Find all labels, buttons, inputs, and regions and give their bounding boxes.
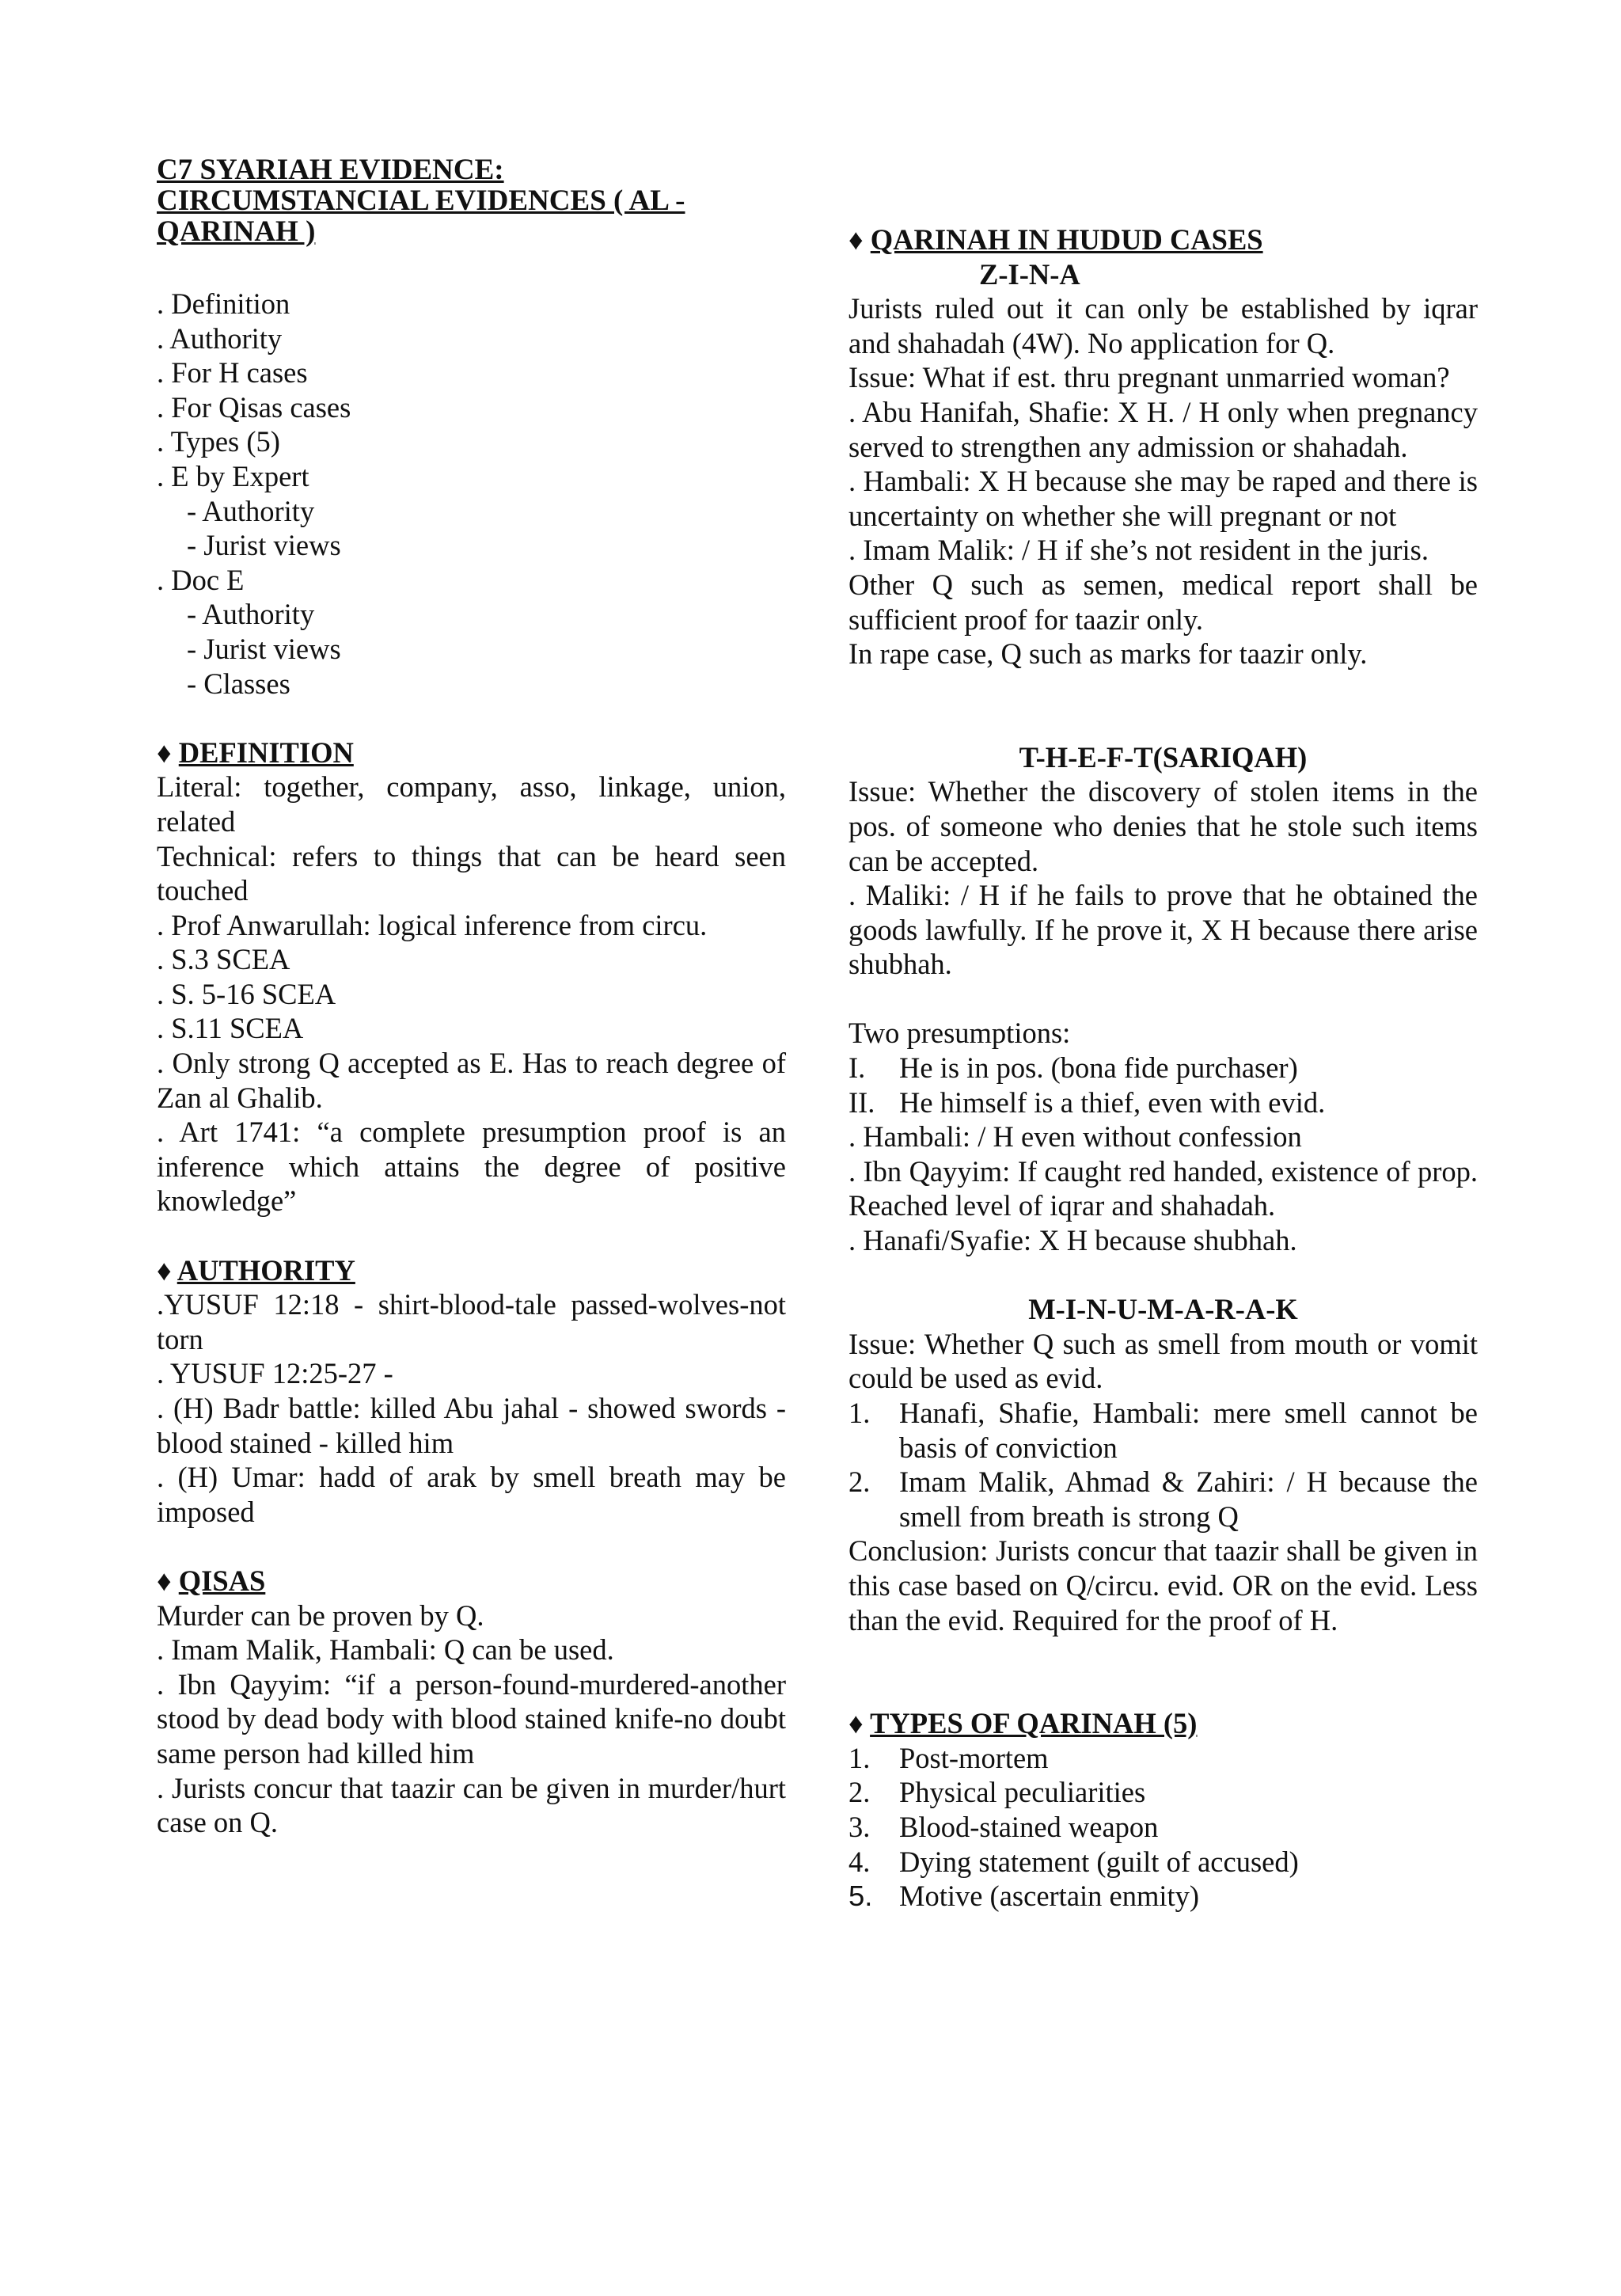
paragraph: . Art 1741: “a complete presumption proof is an inference which attains the degree of positive knowledge”: [157, 1116, 786, 1218]
paragraph: . Only strong Q accepted as E. Has to reach degree of Zan al Ghalib.: [157, 1047, 786, 1114]
outline-subitem: - Jurist views: [187, 529, 341, 562]
paragraph: .YUSUF 12:18 - shirt-blood-tale passed-wolves-not torn: [157, 1288, 786, 1355]
qisas-heading: ♦ QISAS: [157, 1564, 266, 1597]
outline-item: . Types (5): [157, 425, 280, 458]
paragraph: . YUSUF 12:25-27 -: [157, 1357, 393, 1390]
outline-item: . Doc E: [157, 563, 245, 596]
diamond-bullet-icon: ♦: [848, 223, 864, 256]
outline-item: . E by Expert: [157, 459, 309, 492]
paragraph: . Imam Malik: / H if she’s not resident in the juris.: [848, 534, 1429, 567]
paragraph: . Abu Hanifah, Shafie: X H. / H only when pregnancy served to strengthen any admission or shahadah.: [848, 395, 1478, 463]
zina-section: [848, 257, 1478, 671]
presumptions-label: Two presumptions:: [848, 1017, 1071, 1050]
paragraph: Literal: together, company, asso, linkage, union, related: [157, 770, 786, 838]
paragraph: . Ibn Qayyim: “if a person-found-murdered-another stood by dead body with blood stained knife-no doubt same person had killed him: [157, 1667, 786, 1770]
list-item: 5. Motive (ascertain enmity): [848, 1880, 1200, 1913]
outline-subitem: - Jurist views: [187, 632, 341, 665]
paragraph: . Hambali: X H because she may be raped and there is uncertainty on whether she will pregnant or not: [848, 465, 1478, 532]
diamond-bullet-icon: ♦: [848, 1707, 864, 1740]
zina-title: Z-I-N-A: [979, 257, 1080, 291]
outline-subitem: - Authority: [187, 494, 315, 527]
paragraph: . Prof Anwarullah: logical inference from circu.: [157, 908, 708, 941]
left-column: [157, 154, 786, 1840]
paragraph: Technical: refers to things that can be heard seen touched: [157, 839, 786, 907]
paragraph: . (H) Umar: hadd of arak by smell breath may be imposed: [157, 1461, 786, 1528]
paragraph: Issue: What if est. thru pregnant unmarried woman?: [848, 361, 1450, 394]
paragraph: . Hambali: / H even without confession: [848, 1120, 1302, 1154]
paragraph: Murder can be proven by Q.: [157, 1598, 484, 1632]
minumarak-section: [848, 1292, 1478, 1637]
list-item: 2. Physical peculiarities: [848, 1776, 1146, 1809]
list-item: 4. Dying statement (guilt of accused): [848, 1845, 1299, 1878]
paragraph: . Ibn Qayyim: If caught red handed, existence of prop. Reached level of iqrar and shahadah.: [848, 1154, 1478, 1222]
outline-item: . Authority: [157, 321, 283, 355]
paragraph: . Jurists concur that taazir can be given in murder/hurt case on Q.: [157, 1771, 786, 1839]
paragraph: Other Q such as semen, medical report shall be sufficient proof for taazir only.: [848, 568, 1478, 636]
outline-subitem: - Authority: [187, 598, 315, 631]
diamond-bullet-icon: ♦: [157, 736, 172, 769]
paragraph: Conclusion: Jurists concur that taazir shall be given in this case based on Q/circu. evid. OR on the evid. Less than the evid. Required for the proof of H.: [848, 1534, 1478, 1636]
theft-title: T-H-E-F-T(SARIQAH): [1019, 740, 1308, 774]
paragraph: In rape case, Q such as marks for taazir only.: [848, 637, 1368, 671]
diamond-bullet-icon: ♦: [157, 1564, 172, 1597]
list-item: II. He himself is a thief, even with evid.: [848, 1085, 1326, 1119]
authority-heading: ♦ AUTHORITY: [157, 1253, 355, 1287]
minumarak-title: M-I-N-U-M-A-R-A-K: [1028, 1293, 1298, 1326]
definition-heading: ♦ DEFINITION: [157, 736, 354, 769]
paragraph: Issue: Whether the discovery of stolen items in the pos. of someone who denies that he stole such items can be accepted.: [848, 775, 1478, 877]
paragraph: Issue: Whether Q such as smell from mouth or vomit could be used as evid.: [848, 1327, 1478, 1395]
types-section: [848, 1706, 1478, 1914]
paragraph: . Hanafi/Syafie: X H because shubhah.: [848, 1224, 1297, 1257]
list-item: 2. Imam Malik, Ahmad & Zahiri: / H because the smell from breath is strong Q: [848, 1465, 1478, 1533]
outline-subitem: - Classes: [187, 667, 290, 700]
document-title: C7 SYARIAH EVIDENCE: CIRCUMSTANCIAL EVIDENCES ( AL - QARINAH ): [157, 154, 685, 248]
hudud-heading: ♦ QARINAH IN HUDUD CASES: [848, 223, 1263, 256]
paragraph: . Maliki: / H if he fails to prove that he obtained the goods lawfully. If he prove it, X H because there arise shubhah.: [848, 879, 1478, 981]
outline-item: . For Qisas cases: [157, 390, 351, 424]
paragraph: . S.3 SCEA: [157, 943, 290, 976]
theft-section: [848, 740, 1478, 1258]
outline-item: . Definition: [157, 287, 290, 320]
paragraph: . Imam Malik, Hambali: Q can be used.: [157, 1633, 614, 1667]
paragraph: . S.11 SCEA: [157, 1012, 304, 1045]
list-item: 1. Post-mortem: [848, 1741, 1049, 1774]
list-item: 3. Blood-stained weapon: [848, 1810, 1159, 1843]
list-item: 1. Hanafi, Shafie, Hambali: mere smell cannot be basis of conviction: [848, 1397, 1478, 1464]
outline-list: [157, 287, 786, 701]
right-column: [848, 222, 1478, 1914]
qisas-section: [157, 1564, 786, 1840]
definition-section: [157, 736, 786, 1218]
outline-item: . For H cases: [157, 356, 308, 390]
paragraph: . (H) Badr battle: killed Abu jahal - showed swords - blood stained - killed him: [157, 1392, 786, 1459]
authority-section: [157, 1253, 786, 1530]
diamond-bullet-icon: ♦: [157, 1253, 172, 1287]
types-heading: ♦ TYPES OF QARINAH (5): [848, 1707, 1198, 1740]
list-item: I. He is in pos. (bona fide purchaser): [848, 1051, 1298, 1085]
paragraph: Jurists ruled out it can only be established by iqrar and shahadah (4W). No application for Q.: [848, 292, 1478, 359]
paragraph: . S. 5-16 SCEA: [157, 977, 336, 1010]
